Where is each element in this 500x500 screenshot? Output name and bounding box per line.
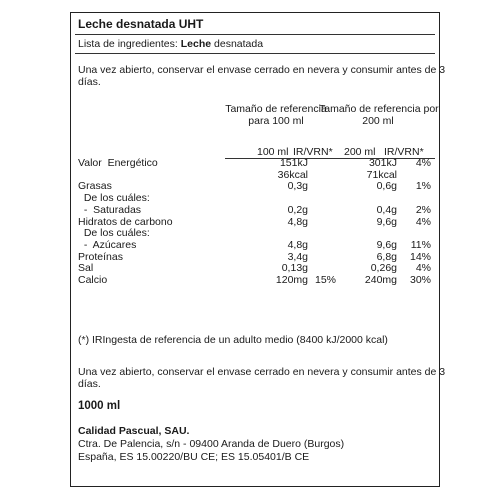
nutrition-cell-name: Valor Energético <box>78 157 158 169</box>
nutrition-cell-v100: 3,4g <box>287 250 308 263</box>
storage-note-line2: días. <box>78 76 101 88</box>
storage-note2-line1: Una vez abierto, conservar el envase cerrado en nevera y consumir antes de 3 <box>78 366 446 378</box>
ingredients-line <box>78 38 263 50</box>
nutrition-cell-name: - Saturadas <box>78 203 142 216</box>
nutrition-cell-ir1: 15% <box>314 274 336 286</box>
ingredients-rest: desnatada <box>211 38 264 50</box>
nutrition-cell-ir2: 4% <box>415 262 431 275</box>
nutrition-cell-v100: 0,3g <box>287 180 308 193</box>
nutrition-cell-ir2: 2% <box>415 203 431 216</box>
nutrition-cell-name: Grasas <box>78 180 112 193</box>
nutrition-cell-name: Calcio <box>78 274 108 286</box>
col1-header-line2: para 100 ml <box>248 115 304 127</box>
nutrition-cell-v200: 0,4g <box>376 203 397 216</box>
nutrition-cell-v100: 4,8g <box>287 238 308 251</box>
subheader-ir-2: IR/VRN* <box>384 146 424 158</box>
nutrition-cell-v100: 36kcal <box>277 168 308 181</box>
ingredients-label: Lista de ingredientes: <box>78 38 181 50</box>
nutrition-cell-v200: 6,8g <box>376 250 397 263</box>
nutrition-cell-v200: 0,26g <box>370 262 397 275</box>
nutrition-cell-v200: 9,6g <box>376 238 397 251</box>
nutrition-cell-ir2: 4% <box>415 157 431 169</box>
nutrition-cell-ir2: 30% <box>409 274 431 286</box>
nutrition-cell-v100: 0,13g <box>281 262 308 275</box>
nutrition-cell-v200: 301kJ <box>368 157 397 169</box>
nutrition-cell-name: Sal <box>78 262 94 275</box>
nutrition-cell-v200: 0,6g <box>376 180 397 193</box>
title-divider <box>75 34 435 35</box>
product-label <box>70 12 446 487</box>
subheader-100ml: 100 ml <box>257 146 289 158</box>
product-title: Leche desnatada UHT <box>78 17 204 31</box>
nutrition-cell-ir2: 4% <box>415 215 431 228</box>
subheader-200ml: 200 ml <box>344 146 376 158</box>
storage-note2-line2: días. <box>78 378 101 390</box>
footnote: (*) IRIngesta de referencia de un adulto medio (8400 kJ/2000 kcal) <box>78 334 388 346</box>
col1-header-line1: Tamaño de referencia <box>225 103 327 115</box>
ingredients-bold: Leche <box>180 38 212 50</box>
nutrition-cell-v200: 71kcal <box>366 168 397 181</box>
company-address: Ctra. De Palencia, s/n - 09400 Aranda de Duero (Burgos) <box>78 438 345 450</box>
nutrition-cell-ir2: 14% <box>409 250 431 263</box>
nutrition-cell-v100: 0,2g <box>287 203 308 216</box>
nutrition-cell-name: De los cuáles: <box>78 192 150 205</box>
ingredients-divider <box>75 53 435 54</box>
company-registry: España, ES 15.00220/BU CE; ES 15.05401/B CE <box>78 451 310 463</box>
volume: 1000 ml <box>78 400 121 412</box>
company-name: Calidad Pascual, SAU. <box>78 425 190 437</box>
nutrition-cell-name: Hidratos de carbono <box>78 215 173 228</box>
storage-note-line1: Una vez abierto, conservar el envase cerrado en nevera y consumir antes de 3 <box>78 64 446 76</box>
nutrition-cell-v200: 240mg <box>364 274 397 286</box>
nutrition-cell-ir2: 11% <box>410 238 431 251</box>
nutrition-cell-v100: 151kJ <box>279 157 308 169</box>
nutrition-cell-v100: 120mg <box>275 274 308 286</box>
nutrition-cell-name: - Azúcares <box>78 238 137 251</box>
col2-header-line2: 200 ml <box>362 115 394 127</box>
nutrition-cell-v100: 4,8g <box>287 215 308 228</box>
nutrition-cell-ir2: 1% <box>415 180 431 193</box>
nutrition-cell-v200: 9,6g <box>376 215 397 228</box>
nutrition-cell-name: Proteínas <box>78 250 123 263</box>
col2-header-line1: Tamaño de referencia por <box>319 103 439 115</box>
subheader-ir-1: IR/VRN* <box>293 146 333 158</box>
nutrition-cell-name: De los cuáles: <box>78 227 150 240</box>
